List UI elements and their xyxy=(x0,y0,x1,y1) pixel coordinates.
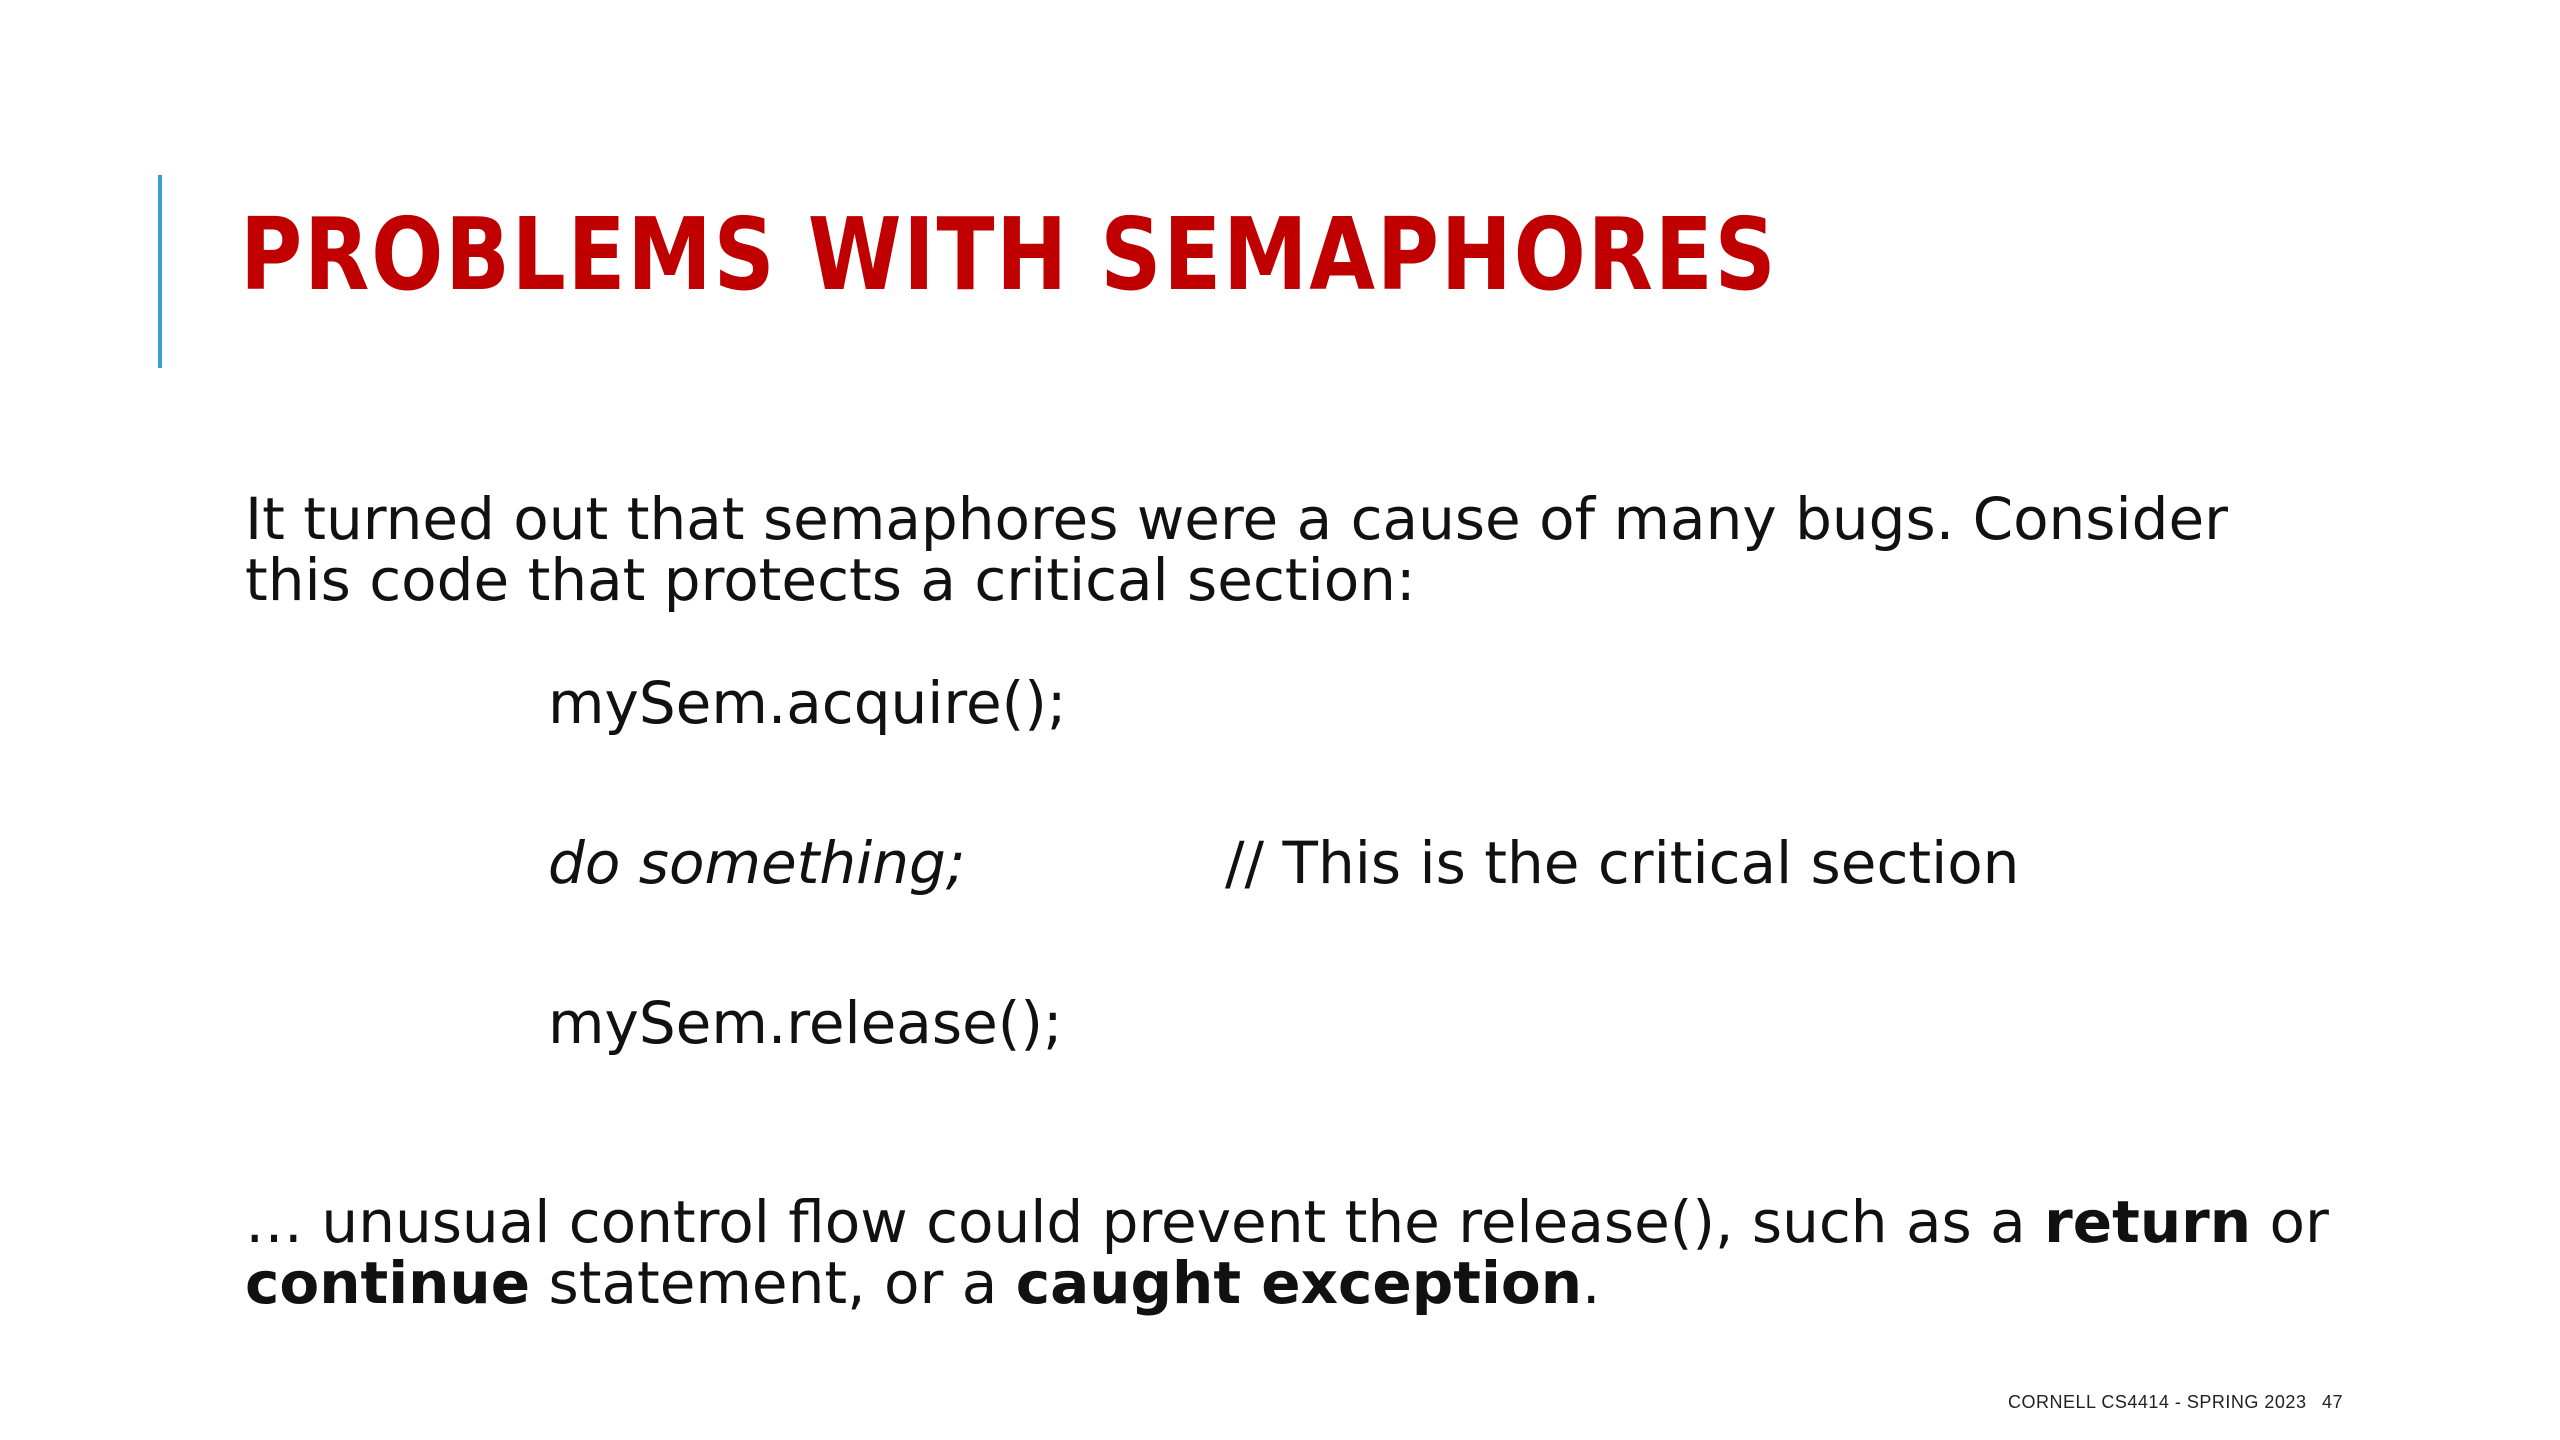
title-accent-bar xyxy=(158,175,162,368)
code-comment: // This is the critical section xyxy=(1225,829,2020,897)
footer-page-number: 47 xyxy=(2322,1392,2344,1412)
outro-text-4: . xyxy=(1581,1249,1601,1317)
intro-paragraph: It turned out that semaphores were a cause of many bugs. Consider this code that protects a critical section: xyxy=(245,485,2228,614)
code-do-something-line: do something; xyxy=(548,829,966,897)
outro-paragraph xyxy=(245,1188,2395,1317)
slide-title: PROBLEMS WITH SEMAPHORES xyxy=(240,196,1778,313)
code-release-line: mySem.release(); xyxy=(548,989,1063,1057)
outro-text-3: statement, or a xyxy=(530,1249,1016,1317)
outro-bold-continue: continue xyxy=(245,1249,531,1317)
outro-text-2: or xyxy=(2251,1188,2329,1256)
outro-bold-caught-exception: caught exception xyxy=(1015,1249,1582,1317)
code-acquire-line: mySem.acquire(); xyxy=(548,669,1067,737)
outro-text-1: … unusual control flow could prevent the release(), such as a xyxy=(245,1188,2045,1256)
outro-bold-return: return xyxy=(2044,1188,2252,1256)
footer-course-label: CORNELL CS4414 - SPRING 2023 xyxy=(2008,1392,2307,1412)
